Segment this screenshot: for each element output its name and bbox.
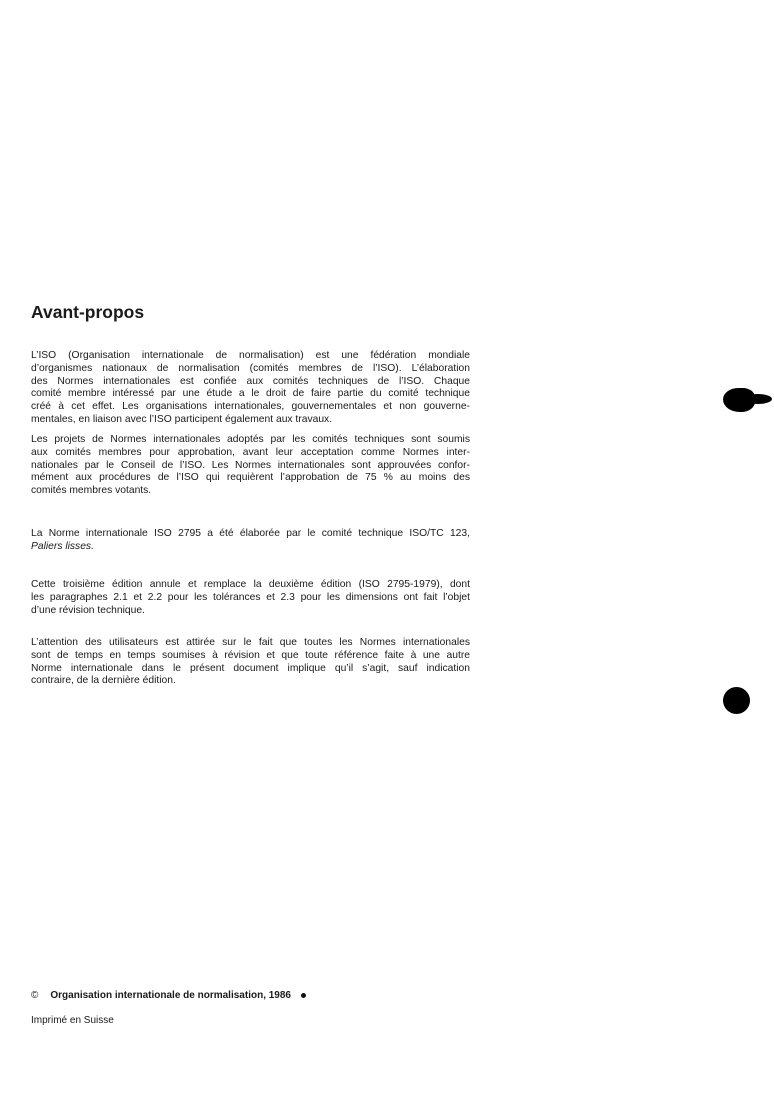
text-line: des Normes internationales est confiée aux comités techniques de l’ISO. Chaque	[31, 375, 470, 387]
text-line: contraire, de la dernière édition.	[31, 675, 176, 687]
paragraph-iso-intro	[31, 350, 470, 427]
paragraph-revision	[31, 637, 470, 688]
text-line: mément aux procédures de l’ISO qui requièrent l’approbation de 75 % au moins des	[31, 472, 470, 484]
text-line: L’attention des utilisateurs est attirée sur le fait que toutes les Normes internationales	[31, 637, 470, 648]
copyright-text: Organisation internationale de normalisation, 1986	[50, 990, 291, 1001]
text-line: comités membres votants.	[31, 485, 152, 497]
text-line: mentales, en liaison avec l’ISO participent également aux travaux.	[31, 413, 333, 425]
bullet-dot-icon	[301, 993, 306, 998]
text-line: créé à cet effet. Les organisations internationales, gouvernementales et non gouverne-	[31, 401, 470, 413]
text-line: les paragraphes 2.1 et 2.2 pour les tolérances et 2.3 pour les dimensions ont fait l’objet	[31, 591, 470, 603]
text-line: sont de temps en temps soumises à révision et que toute référence faite à une autre	[31, 649, 470, 661]
text-line: Cette troisième édition annule et remplace la deuxième édition (ISO 2795-1979), dont	[31, 579, 470, 590]
scan-hole-mark-icon	[723, 687, 750, 714]
text-line: nationales par le Conseil de l’ISO. Les Normes internationales sont approuvées confor-	[31, 459, 470, 471]
scan-hole-mark-icon	[744, 394, 772, 404]
copyright-symbol: ©	[31, 990, 39, 1001]
paragraph-standard	[31, 528, 470, 554]
text-line: La Norme internationale ISO 2795 a été élaborée par le comité technique ISO/TC 123,	[31, 528, 470, 539]
paragraph-edition	[31, 579, 470, 617]
text-line: comité membre intéressé par une étude a le droit de faire partie du comité technique	[31, 388, 470, 400]
paragraph-approval	[31, 434, 470, 498]
text-line: d’une révision technique.	[31, 604, 145, 616]
page-title: Avant-propos	[31, 302, 145, 322]
text-line: d’organismes nationaux de normalisation (comités membres de l’ISO). L’élaboration	[31, 362, 470, 374]
text-line-italic: Paliers lisses.	[31, 540, 94, 552]
text-line: Norme internationale dans le présent document implique qu’il s’agit, sauf indication	[31, 662, 470, 674]
text-line: Les projets de Normes internationales adoptés par les comités techniques sont soumis	[31, 434, 470, 445]
text-line: L’ISO (Organisation internationale de normalisation) est une fédération mondiale	[31, 350, 470, 361]
text-line: aux comités membres pour approbation, avant leur acceptation comme Normes inter-	[31, 446, 470, 458]
copyright-line	[31, 990, 306, 1001]
printed-in: Imprimé en Suisse	[31, 1015, 114, 1026]
